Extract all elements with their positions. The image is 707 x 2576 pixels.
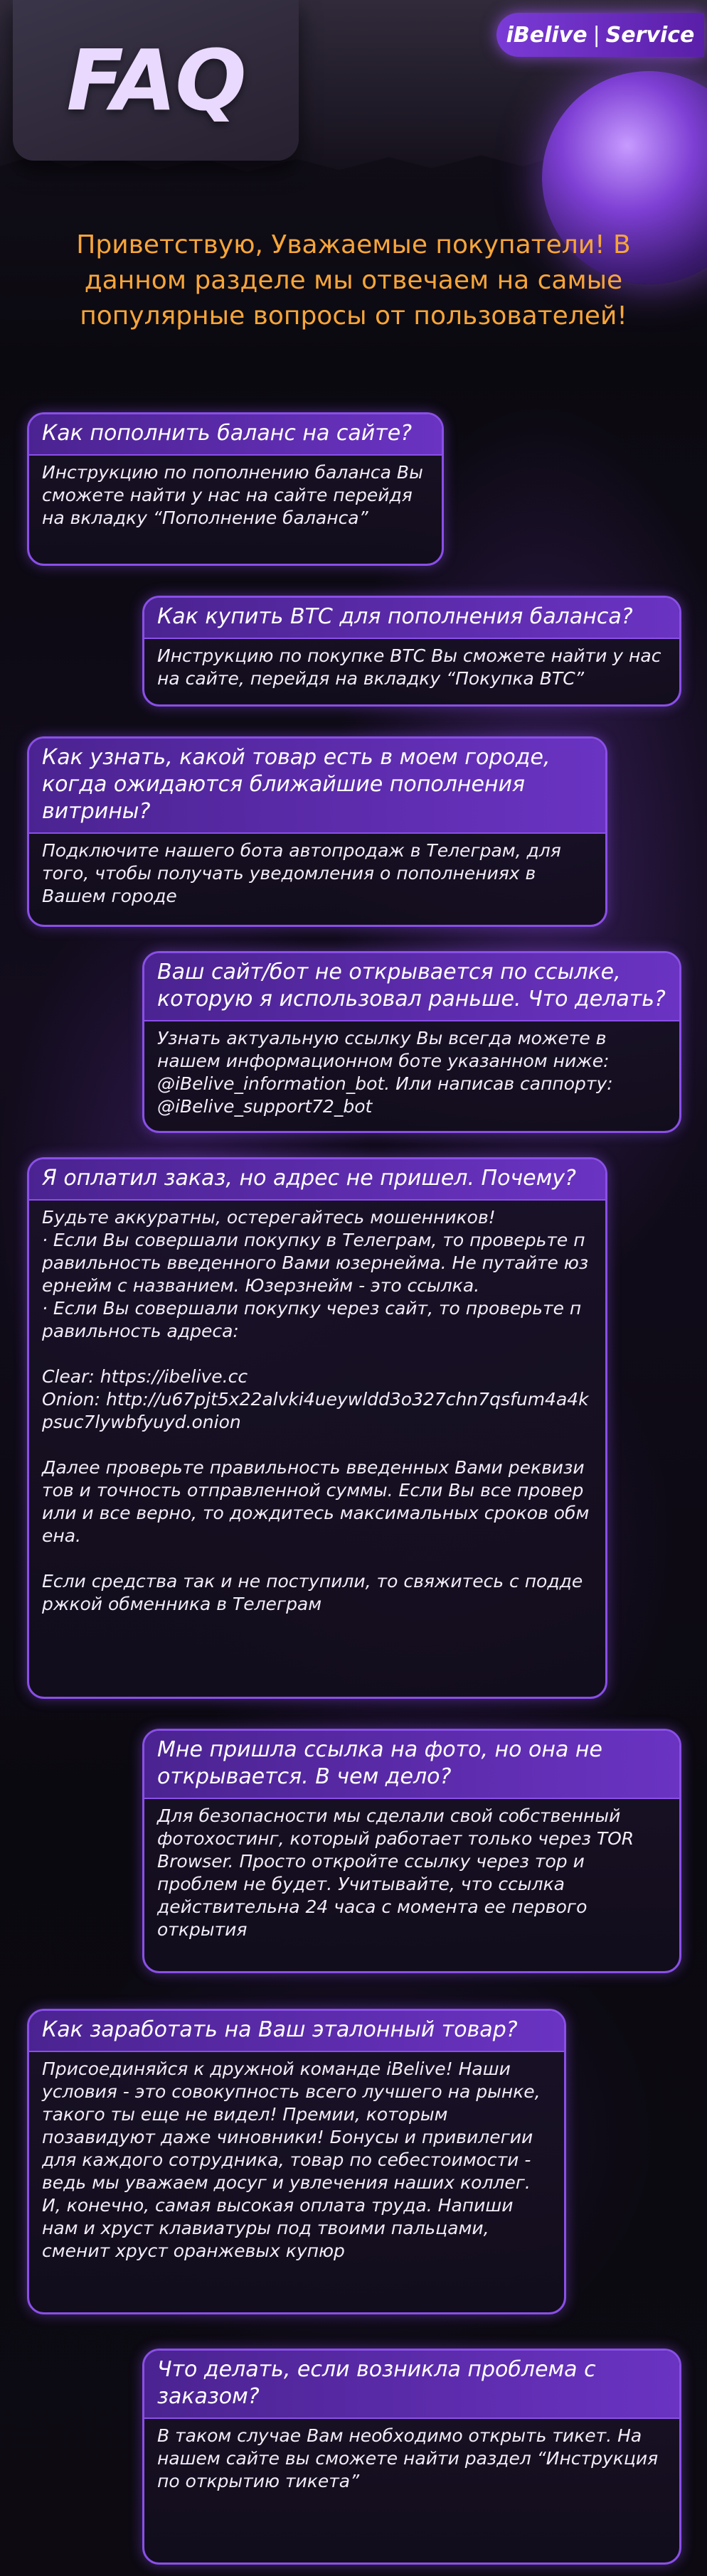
faq-card-8	[142, 2349, 681, 2565]
brand-badge	[496, 13, 704, 57]
faq-answer: Узнать актуальную ссылку Вы всегда можете в нашем информационном боте указанном ниже: @iBelive_information_bot. Или написав саппорту: @iBelive_support72_bot	[157, 1028, 613, 1117]
faq-title-tile	[13, 0, 299, 161]
faq-answer: Подключите нашего бота автопродаж в Телеграм, для того, чтобы получать уведомления о пополнениях в Вашем городе	[42, 840, 561, 906]
faq-card-7	[27, 2009, 566, 2314]
faq-answer: Инструкцию по покупке BTC Вы сможете найти у нас на сайте, перейдя на вкладку “Покупка BTC”	[157, 645, 661, 689]
intro-text: Приветствую, Уважаемые покупатели! В данном разделе мы отвечаем на самые популярные вопросы от пользователей!	[76, 230, 631, 331]
faq-card-6	[142, 1729, 681, 1973]
faq-question: Мне пришла ссылка на фото, но она не открывается. В чем дело?	[144, 1731, 679, 1799]
faq-card-5	[27, 1157, 607, 1699]
brand-name: iBelive	[506, 22, 588, 48]
faq-question: Как узнать, какой товар есть в моем городе, когда ожидаются ближайшие пополнения витрины?	[29, 739, 605, 834]
page-title: FAQ	[66, 31, 245, 129]
faq-card-4	[142, 951, 681, 1133]
faq-question: Как пополнить баланс на сайте?	[29, 414, 442, 456]
faq-question: Как заработать на Ваш эталонный товар?	[29, 2011, 564, 2052]
brand-separator: |	[592, 22, 600, 48]
faq-answer: Присоединяйся к дружной команде iBelive! Наши условия - это совокупность всего лучшего на рынке, такого ты еще не видел! Премии, которым позавидуют даже чиновники! Бонусы и привилегии для каждого сотрудника, товар по себестоимости - ведь мы уважаем досуг и увлечения наших коллег. И, конечно, самая высокая оплата труда. Напиши нам и хруст клавиатуры под твоими пальцами, сменит хруст оранжевых купюр	[42, 2059, 541, 2261]
faq-answer: Инструкцию по пополнению баланса Вы сможете найти у нас на сайте перейдя на вкладку “Пополнение баланса”	[42, 462, 423, 528]
faq-card-3	[27, 736, 607, 927]
faq-answer: Для безопасности мы сделали свой собственный фотохостинг, который работает только через TOR Browser. Просто откройте ссылку через тор и проблем не будет. Учитывайте, что ссылка действительна 24 часа с момента ее первого открытия	[157, 1805, 634, 1940]
brand-suffix: Service	[605, 22, 695, 48]
faq-card-2	[142, 596, 681, 707]
faq-answer: Будьте аккуратны, остерегайтесь мошенников! · Если Вы совершали покупку в Телеграм, то проверьте правильность введенного Вами юзернейма. Не путайте юзернейм с названием. Юзерзнейм - это ссылка. · Если Вы совершали покупку через сайт, то проверьте правильность адреса: Clear: https://ibelive.cc Onion: http://u67pjt5x22alvki4ueywldd3o327chn7qsfum4a4kpsuc7lywbfyuyd.onion Далее проверьте правильность введенных Вами реквизитов и точность отправленной суммы. Если Вы все проверили и все верно, то дождитесь максимальных сроков обмена. Если средства так и не поступили, то свяжитесь с поддержкой обменника в Телеграм	[42, 1207, 590, 1614]
faq-question: Что делать, если возникла проблема с заказом?	[144, 2351, 679, 2419]
faq-answer: В таком случае Вам необходимо открыть тикет. На нашем сайте вы сможете найти раздел “Инструкция по открытию тикета”	[157, 2425, 659, 2491]
faq-question: Ваш сайт/бот не открывается по ссылке, которую я использовал раньше. Что делать?	[144, 953, 679, 1021]
faq-question: Я оплатил заказ, но адрес не пришел. Почему?	[29, 1159, 605, 1201]
faq-question: Как купить BTC для пополнения баланса?	[144, 598, 679, 639]
faq-card-1	[27, 412, 444, 566]
